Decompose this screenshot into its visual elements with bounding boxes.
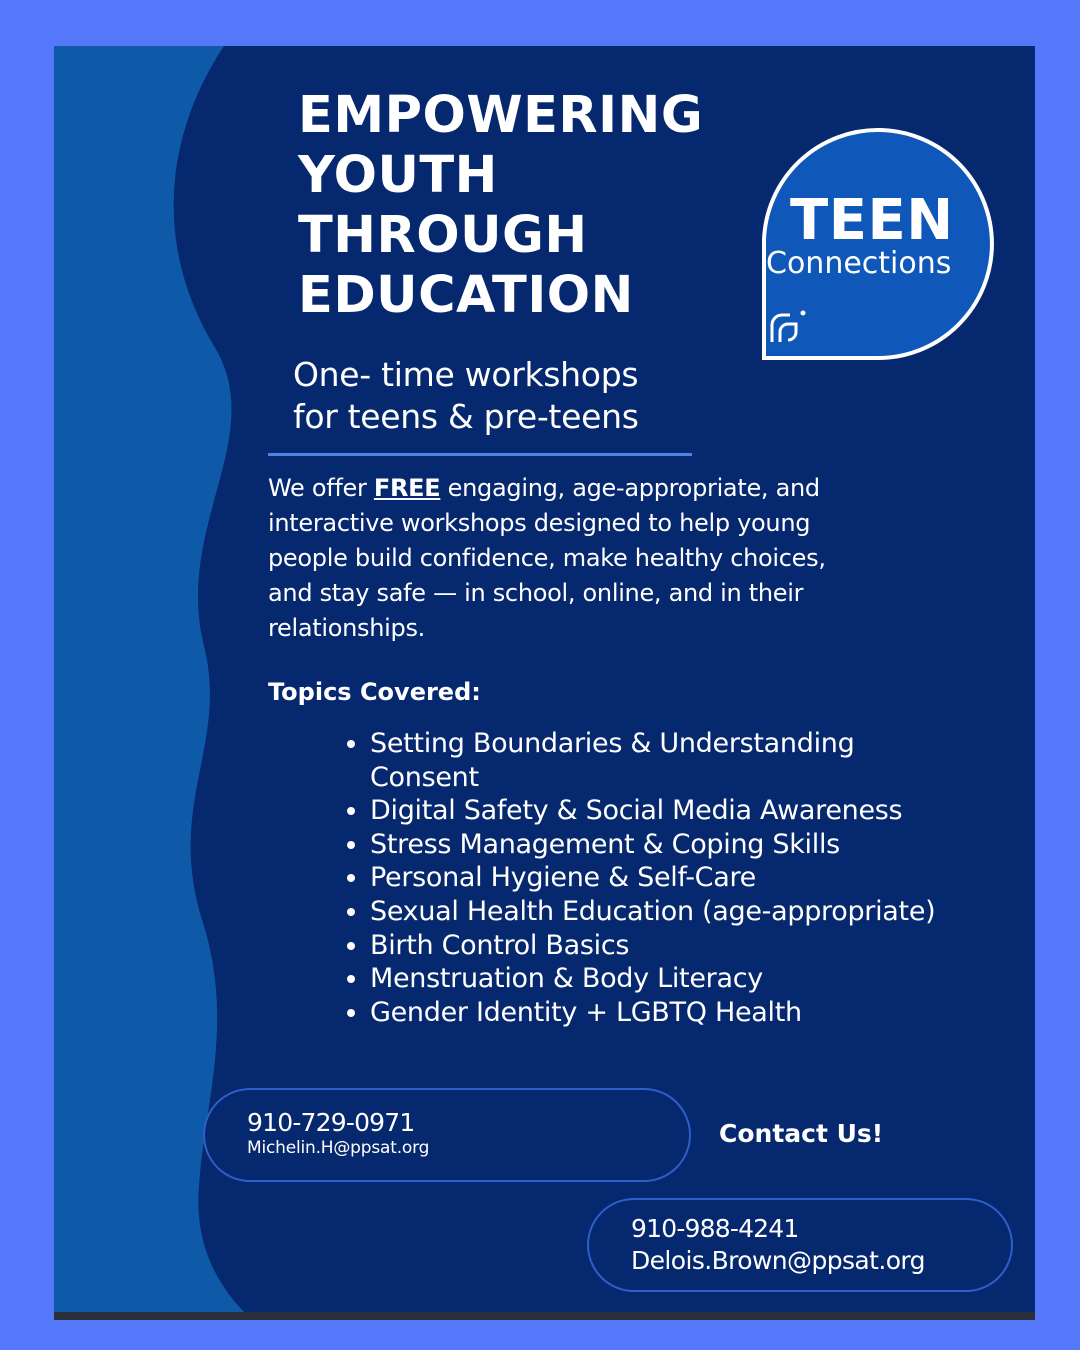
headline-line: EDUCATION [298, 266, 634, 325]
contact-phone: 910-988-4241 [631, 1214, 799, 1243]
contact-phone: 910-729-0971 [247, 1108, 415, 1137]
intro-paragraph [268, 471, 868, 646]
registered-mark-icon [801, 311, 806, 316]
list-item: • Setting Boundaries & Understanding Consent [370, 727, 970, 794]
divider [268, 453, 692, 456]
free-highlight: FREE [373, 474, 441, 502]
list-item: • Birth Control Basics [370, 929, 970, 963]
subtitle [293, 354, 639, 438]
logo-subtitle: Connections [766, 246, 952, 281]
headline-line: THROUGH [298, 206, 588, 265]
list-item: • Sexual Health Education (age-appropriate) [370, 895, 970, 929]
list-item: • Menstruation & Body Literacy [370, 962, 970, 996]
contact-label: Contact Us! [719, 1119, 884, 1148]
contact-email: Michelin.H@ppsat.org [247, 1138, 430, 1158]
contact-email: Delois.Brown@ppsat.org [631, 1246, 925, 1275]
intro-after: engaging, age-appropriate, and interactive workshops designed to help young people build confidence, make healthy choices, and stay safe — in school, online, and in their relationships. [268, 474, 826, 642]
list-item: • Gender Identity + LGBTQ Health [370, 996, 970, 1030]
headline-line: EMPOWERING [298, 86, 704, 145]
contact-card-1 [203, 1088, 691, 1182]
list-item: • Digital Safety & Social Media Awareness [370, 794, 970, 828]
list-item: • Personal Hygiene & Self-Care [370, 861, 970, 895]
topics-list [344, 727, 970, 1029]
logo-title: TEEN [790, 188, 954, 253]
topics-heading: Topics Covered: [268, 678, 481, 706]
subtitle-line: One- time workshops [293, 355, 639, 394]
subtitle-line: for teens & pre-teens [293, 397, 639, 436]
headline [298, 86, 703, 326]
flyer [54, 46, 1035, 1320]
intro-before: We offer [268, 474, 374, 502]
contact-card-2 [587, 1198, 1013, 1292]
list-item: • Stress Management & Coping Skills [370, 828, 970, 862]
headline-line: YOUTH [298, 146, 498, 205]
